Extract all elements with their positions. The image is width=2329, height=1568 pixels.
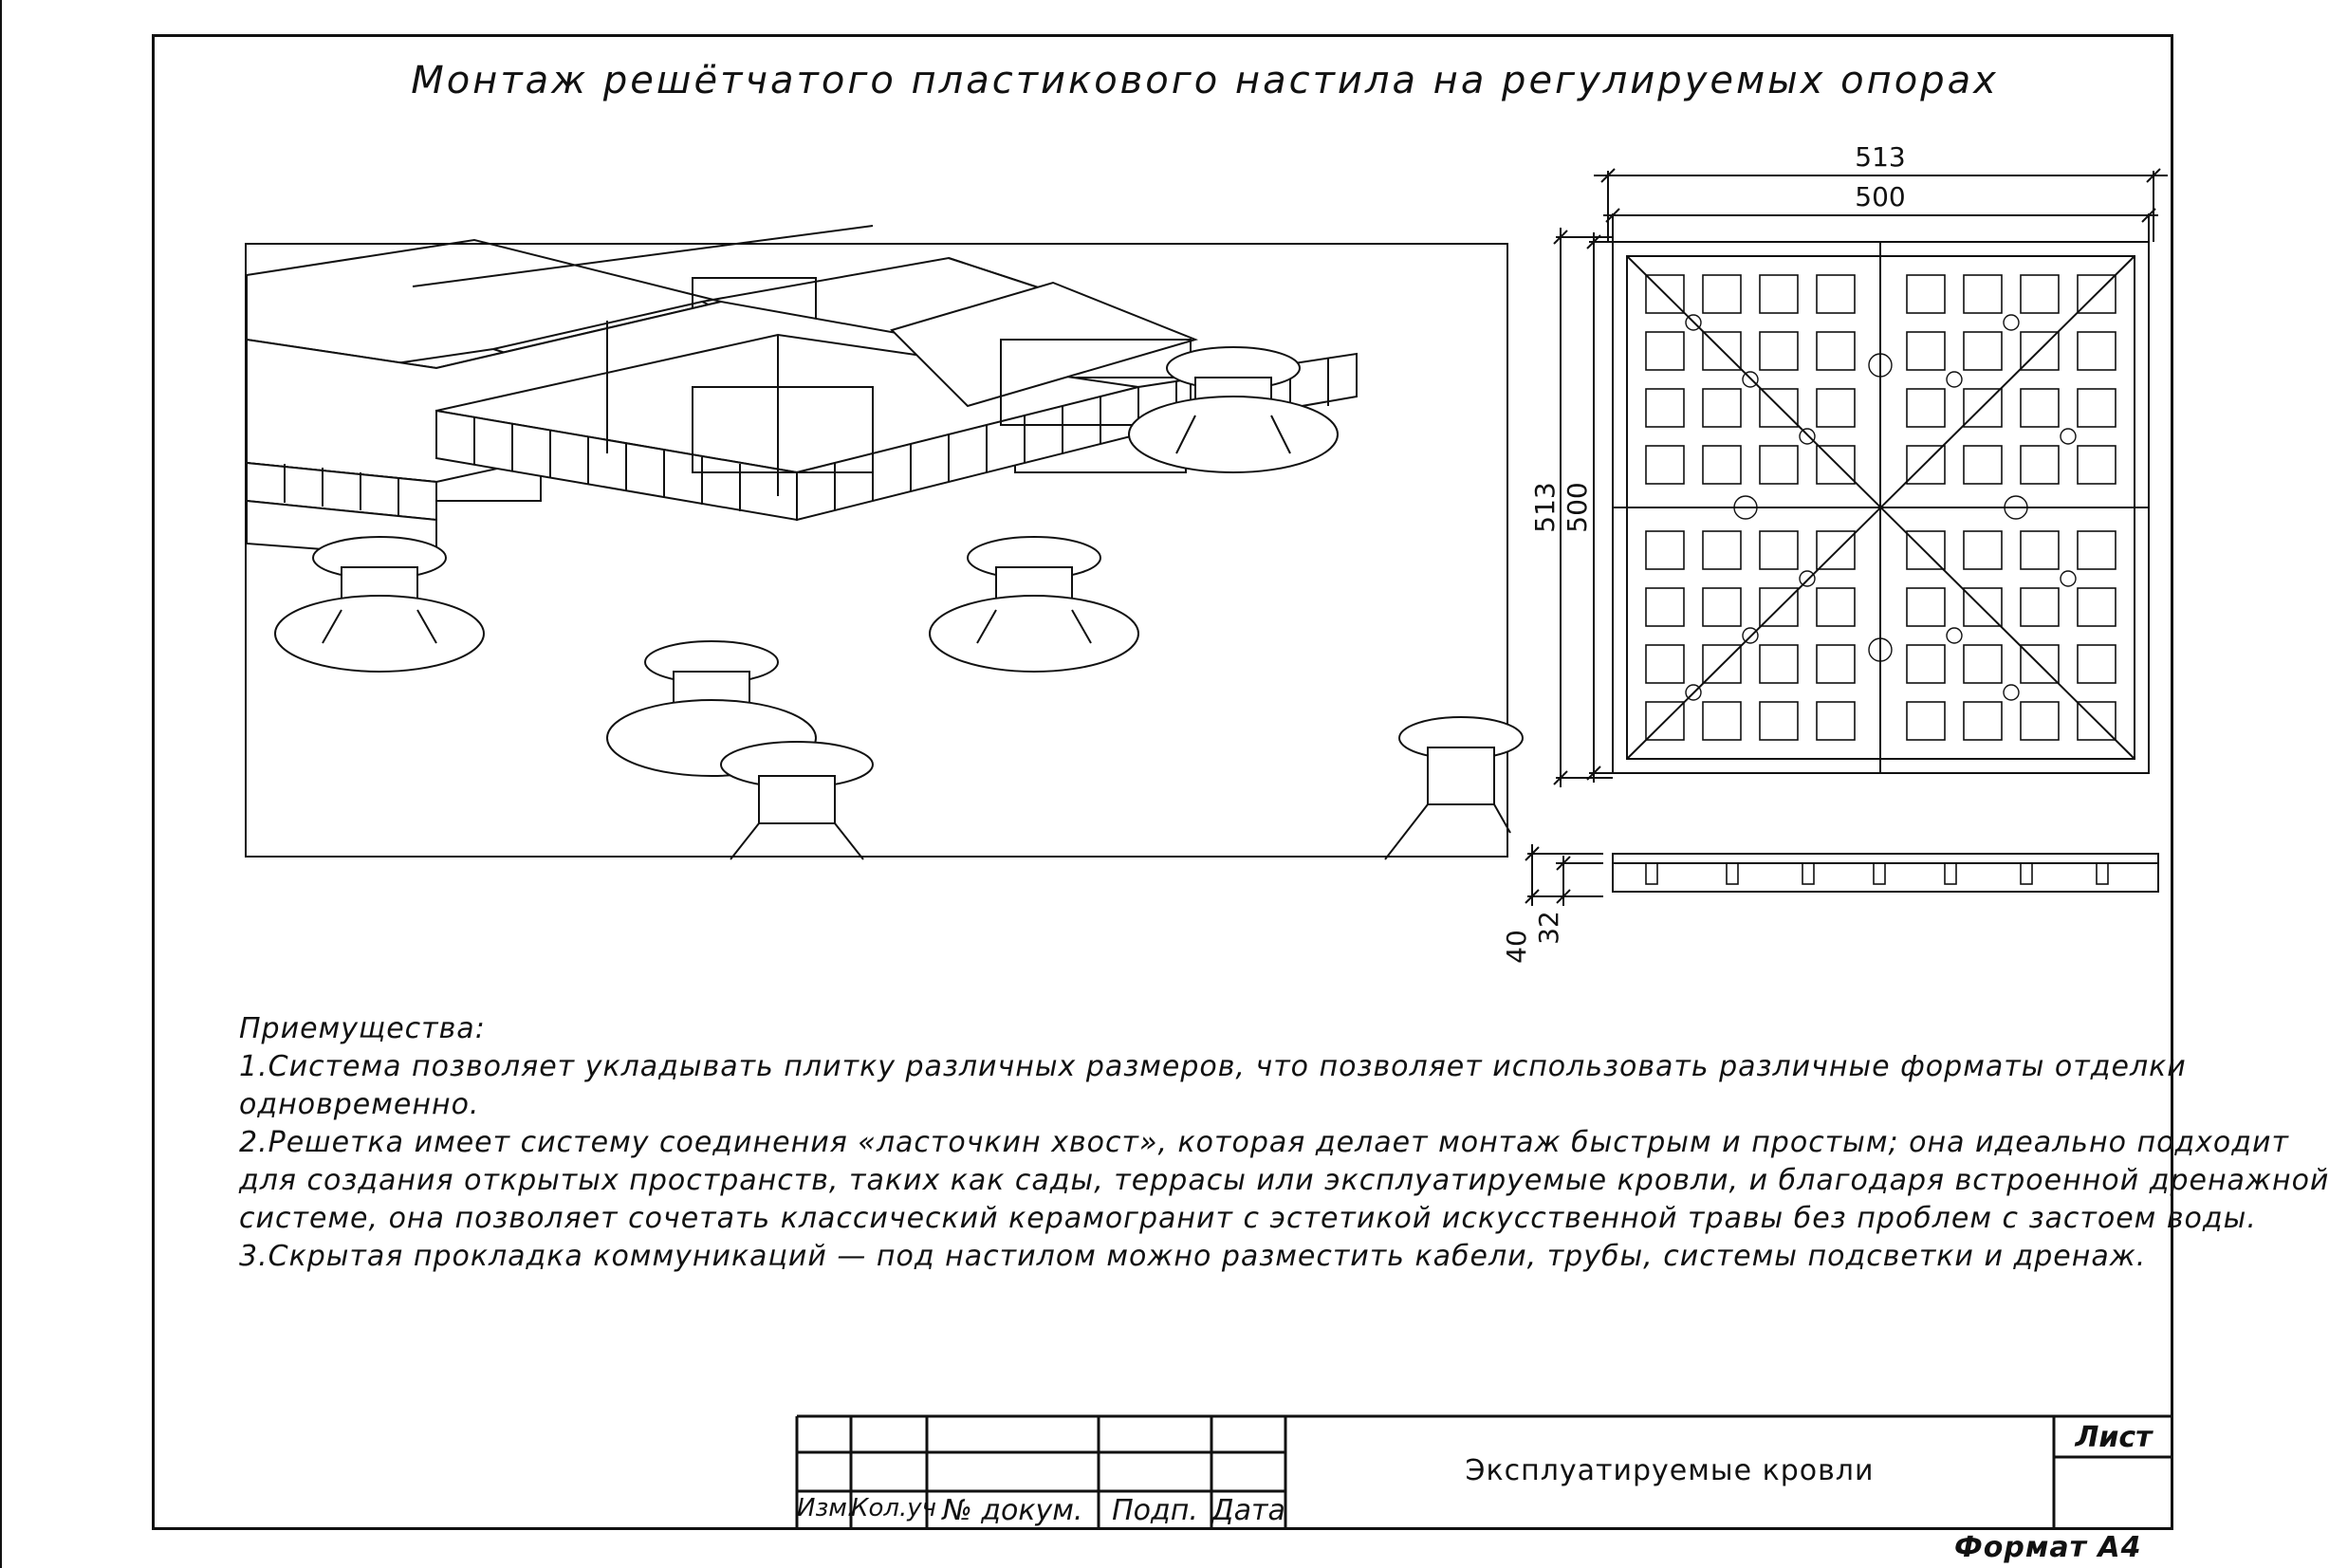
drawing-title: Монтаж решётчатого пластикового настила на регулируемых опорах	[411, 59, 1999, 102]
grid-tile-pattern	[1613, 242, 2149, 773]
notes-line: 1.Система позволяет укладывать плитку различных размеров, что позволяет использовать различные форматы отделки	[239, 1050, 2187, 1083]
format-label: Формат А4	[1954, 1531, 2142, 1564]
sheet-label: Лист	[2075, 1421, 2153, 1454]
stamp-col-izm: Изм.	[797, 1494, 856, 1522]
isometric-illustration	[245, 243, 1508, 858]
dim-height-inner: 500	[1562, 482, 1593, 533]
notes-line: 3.Скрытая прокладка коммуникаций — под настилом можно разместить кабели, трубы, системы подсветки и дренаж.	[239, 1240, 2147, 1273]
dim-body-height: 32	[1533, 911, 1564, 945]
dim-width-outer: 513	[1855, 141, 1906, 173]
stamp-col-doc: № докум.	[942, 1494, 1083, 1527]
dim-total-height: 40	[1501, 930, 1532, 964]
notes-line: для создания открытых пространств, таких как сады, террасы или эксплуатируемые кровли, и благодаря встроенной дренажной	[239, 1164, 2329, 1197]
stamp-col-kol: Кол.уч	[851, 1494, 936, 1522]
stamp-col-date: Дата	[1211, 1494, 1285, 1527]
dim-width-inner: 500	[1855, 181, 1906, 212]
notes-line: 2.Решетка имеет систему соединения «ласточкин хвост», которая делает монтаж быстрым и простым; она идеально подходит	[239, 1126, 2289, 1159]
tile-side-view	[1501, 835, 2172, 971]
notes-line: одновременно.	[239, 1088, 480, 1121]
notes-line: системе, она позволяет сочетать классический керамогранит с эстетикой искусственной травы без проблем с застоем воды.	[239, 1202, 2257, 1235]
tile-plan-view	[1529, 138, 2182, 805]
title-block	[797, 1416, 2173, 1530]
notes-heading: Приемущества:	[239, 1012, 486, 1045]
stamp-col-sign: Подп.	[1112, 1494, 1198, 1527]
dim-height-outer: 513	[1529, 482, 1561, 533]
document-title: Эксплуатируемые кровли	[1465, 1454, 1875, 1487]
advantages-notes	[239, 1010, 2329, 1276]
